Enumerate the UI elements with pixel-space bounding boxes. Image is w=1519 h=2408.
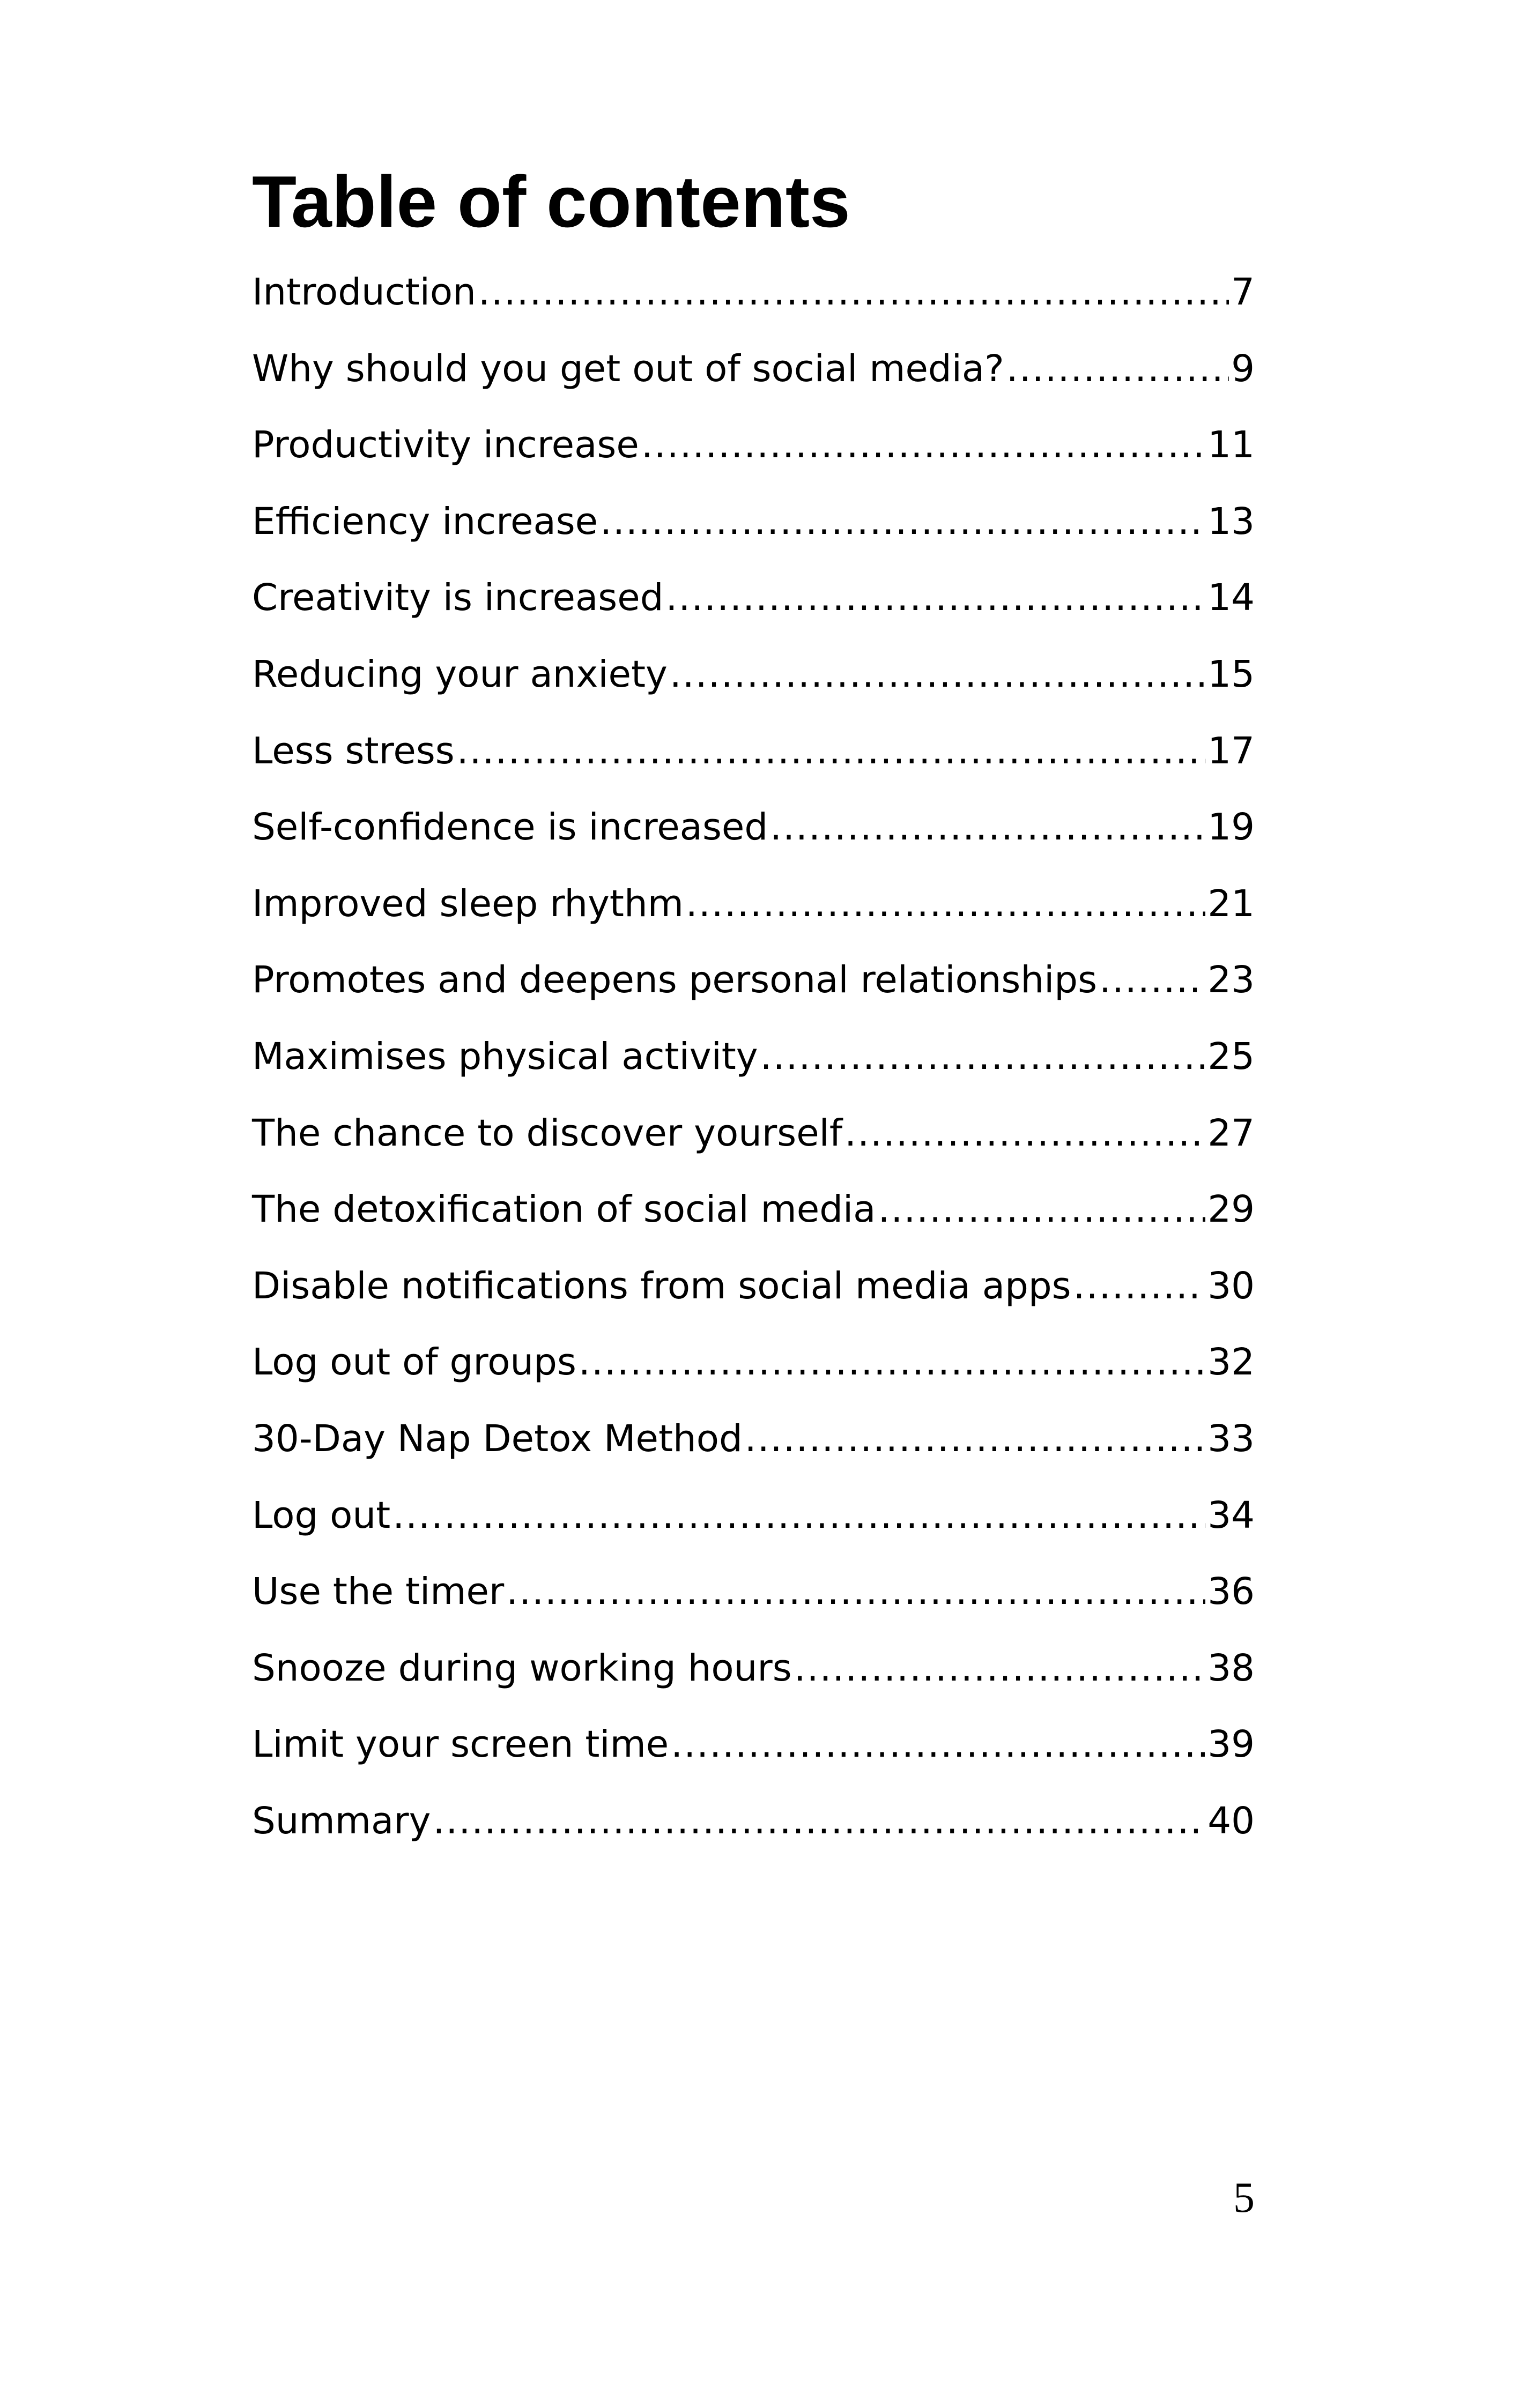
toc-entry[interactable]	[252, 953, 1255, 1030]
toc-entry-page: 15	[1207, 652, 1255, 696]
toc-entry-title: Maximises physical activity	[252, 1035, 758, 1078]
toc-entry-title: Disable notifications from social media apps	[252, 1264, 1071, 1307]
dot-leader	[579, 1335, 1205, 1389]
toc-entry[interactable]	[252, 1183, 1255, 1259]
toc-entry-title: Snooze during working hours	[252, 1646, 792, 1690]
toc-entry-title: Less stress	[252, 729, 455, 772]
toc-entry[interactable]	[252, 1641, 1255, 1718]
toc-entry[interactable]	[252, 1565, 1255, 1641]
toc-entry-title: The chance to discover yourself	[252, 1111, 843, 1155]
toc-entry-page: 17	[1207, 729, 1255, 772]
toc-entry-page: 11	[1207, 423, 1255, 467]
toc-list	[252, 265, 1255, 1870]
toc-entry[interactable]	[252, 495, 1255, 571]
dot-leader	[392, 1489, 1205, 1542]
dot-leader	[478, 265, 1229, 319]
toc-entry[interactable]	[252, 800, 1255, 877]
dot-leader	[641, 418, 1205, 472]
dot-leader	[1006, 342, 1229, 396]
toc-entry[interactable]	[252, 571, 1255, 648]
toc-entry[interactable]	[252, 1412, 1255, 1489]
toc-entry-title: Limit your screen time	[252, 1723, 669, 1766]
dot-leader	[844, 1106, 1205, 1160]
toc-entry-page: 9	[1231, 347, 1255, 390]
toc-entry[interactable]	[252, 877, 1255, 954]
toc-entry-title: Reducing your anxiety	[252, 652, 668, 696]
toc-entry-title: Creativity is increased	[252, 576, 664, 620]
toc-entry-page: 39	[1207, 1723, 1255, 1766]
dot-leader	[1099, 953, 1205, 1007]
toc-entry-page: 21	[1207, 882, 1255, 925]
toc-entry-title: The detoxification of social media	[252, 1188, 876, 1231]
dot-leader	[666, 571, 1206, 625]
toc-entry-title: Log out	[252, 1493, 391, 1537]
toc-entry-page: 40	[1207, 1799, 1255, 1842]
dot-leader	[878, 1183, 1205, 1236]
toc-entry-page: 30	[1207, 1264, 1255, 1307]
page-number: 5	[1233, 2174, 1255, 2221]
dot-leader	[760, 1030, 1206, 1083]
toc-entry-page: 32	[1207, 1341, 1255, 1384]
dot-leader	[686, 877, 1205, 931]
dot-leader	[600, 495, 1205, 548]
dot-leader	[794, 1641, 1205, 1695]
toc-entry-title: Why should you get out of social media?	[252, 347, 1004, 390]
toc-entry[interactable]	[252, 1030, 1255, 1106]
toc-entry-page: 14	[1207, 576, 1255, 620]
toc-entry-page: 38	[1207, 1646, 1255, 1690]
toc-entry-title: Efficiency increase	[252, 500, 598, 543]
toc-entry[interactable]	[252, 1718, 1255, 1794]
toc-entry[interactable]	[252, 648, 1255, 724]
toc-entry-page: 7	[1231, 271, 1255, 314]
toc-entry-title: Self-confidence is increased	[252, 806, 768, 849]
toc-entry-page: 23	[1207, 958, 1255, 1002]
toc-entry-page: 33	[1207, 1417, 1255, 1460]
dot-leader	[745, 1412, 1205, 1466]
toc-entry-page: 19	[1207, 806, 1255, 849]
toc-entry[interactable]	[252, 1489, 1255, 1565]
toc-entry-title: Introduction	[252, 271, 476, 314]
toc-entry-title: Log out of groups	[252, 1341, 576, 1384]
toc-entry[interactable]	[252, 1106, 1255, 1183]
dot-leader	[770, 800, 1205, 854]
toc-entry[interactable]	[252, 1794, 1255, 1871]
toc-entry[interactable]	[252, 265, 1255, 342]
toc-entry-title: Improved sleep rhythm	[252, 882, 684, 925]
dot-leader	[506, 1565, 1205, 1618]
toc-entry-title: Use the timer	[252, 1570, 505, 1614]
toc-entry-page: 25	[1207, 1035, 1255, 1078]
toc-entry-title: 30-Day Nap Detox Method	[252, 1417, 743, 1460]
toc-entry[interactable]	[252, 342, 1255, 419]
toc-entry-title: Promotes and deepens personal relationships	[252, 958, 1098, 1002]
toc-entry-page: 34	[1207, 1493, 1255, 1537]
toc-entry[interactable]	[252, 1259, 1255, 1336]
toc-entry-page: 29	[1207, 1188, 1255, 1231]
dot-leader	[670, 648, 1205, 701]
toc-entry[interactable]	[252, 1335, 1255, 1412]
toc-entry-page: 13	[1207, 500, 1255, 543]
toc-entry[interactable]	[252, 724, 1255, 801]
toc-entry[interactable]	[252, 418, 1255, 495]
dot-leader	[433, 1794, 1205, 1848]
dot-leader	[457, 724, 1205, 778]
page-title: Table of contents	[252, 161, 850, 242]
dot-leader	[1073, 1259, 1206, 1313]
toc-entry-page: 36	[1207, 1570, 1255, 1614]
toc-entry-page: 27	[1207, 1111, 1255, 1155]
toc-entry-title: Summary	[252, 1799, 431, 1842]
dot-leader	[671, 1718, 1205, 1771]
toc-entry-title: Productivity increase	[252, 423, 639, 467]
